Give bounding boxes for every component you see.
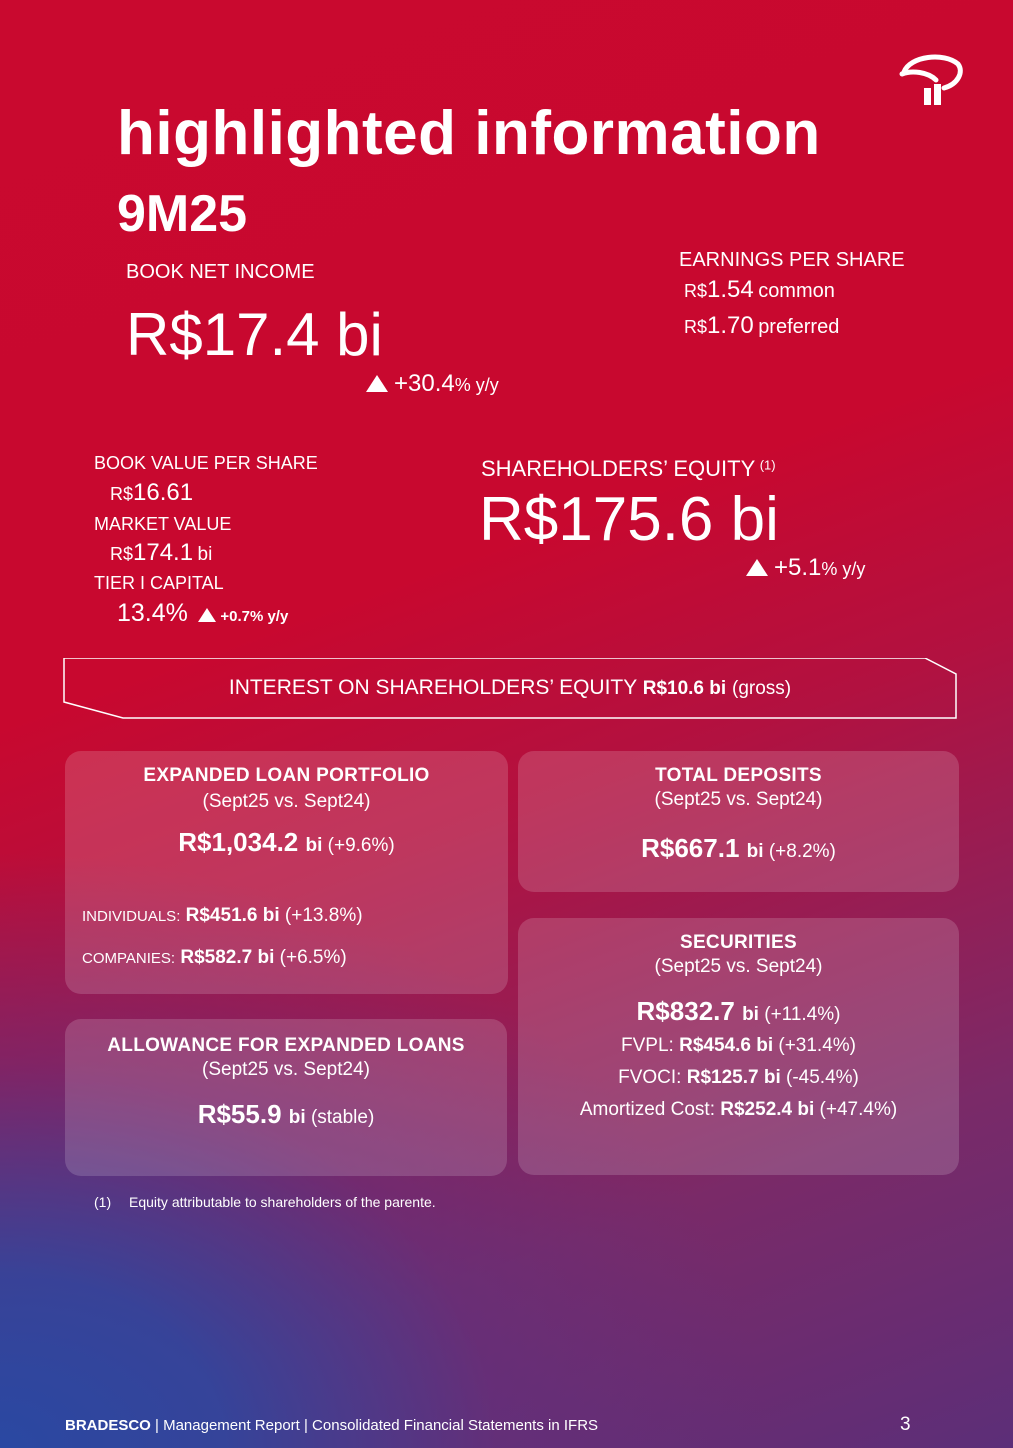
- market-value-value: R$174.1 bi: [110, 539, 213, 566]
- total-deposits-value: R$667.1 bi (+8.2%): [641, 833, 836, 863]
- book-value-label: BOOK VALUE PER SHARE: [94, 453, 318, 473]
- book-value-value: R$16.61: [110, 479, 194, 506]
- market-value-label: MARKET VALUE: [94, 514, 232, 534]
- securities-fvoci: FVOCI: R$125.7 bi (-45.4%): [618, 1067, 859, 1088]
- total-deposits-card: TOTAL DEPOSITS (Sept25 vs. Sept24) R$667.1 bi (+8.2%): [518, 751, 959, 892]
- footer: BRADESCO | Management Report | Consolidated Financial Statements in IFRS: [65, 1417, 599, 1434]
- interest-banner: INTEREST ON SHAREHOLDERS’ EQUITY R$10.6 bi (gross): [228, 676, 792, 699]
- tier1-label: TIER I CAPITAL: [94, 573, 224, 593]
- up-triangle-icon: [366, 375, 388, 392]
- securities-fvpl: FVPL: R$454.6 bi (+31.4%): [621, 1035, 856, 1056]
- page-number: 3: [900, 1414, 911, 1435]
- tier1-value: 13.4% +0.7% y/y: [117, 599, 289, 627]
- up-triangle-icon: [198, 608, 216, 622]
- up-triangle-icon: [746, 559, 768, 576]
- equity-label: SHAREHOLDERS’ EQUITY $^{(1)}$: [481, 456, 776, 481]
- loan-portfolio-value: R$1,034.2 bi (+9.6%): [178, 827, 395, 857]
- book-net-income-change: +30.4% y/y: [366, 370, 499, 399]
- securities-value: R$832.7 bi (+11.4%): [636, 996, 841, 1026]
- footnote: (1) Equity attributable to shareholders of the parente.: [94, 1194, 436, 1210]
- page-title: highlighted information: [117, 99, 821, 168]
- eps-preferred: R$1.70 preferred: [684, 312, 840, 339]
- loan-individuals: INDIVIDUALS: R$451.6 bi (+13.8%): [82, 905, 363, 926]
- securities-amortized-cost: Amortized Cost: R$252.4 bi (+47.4%): [579, 1099, 898, 1120]
- bradesco-logo-icon: [898, 50, 964, 108]
- securities-card: SECURITIES (Sept25 vs. Sept24) R$832.7 bi (+11.4%) FVPL: R$454.6 bi (+31.4%) FVOCI: R$125.7 bi (-45.4%) Amortized Cost: R$252.4 bi (+47.4%): [518, 918, 959, 1175]
- eps-common: R$1.54 common: [684, 276, 835, 303]
- equity-change: +5.1% y/y: [746, 554, 865, 583]
- period-label: 9M25: [117, 185, 248, 243]
- loan-portfolio-card: EXPANDED LOAN PORTFOLIO (Sept25 vs. Sept24) R$1,034.2 bi (+9.6%) INDIVIDUALS: R$451.6 bi (+13.8%) COMPANIES: R$582.7 bi (+6.5%): [65, 751, 508, 994]
- book-net-income-value: R$17.4 bi: [126, 301, 383, 368]
- allowance-value: R$55.9 bi (stable): [197, 1099, 375, 1129]
- allowance-card: ALLOWANCE FOR EXPANDED LOANS (Sept25 vs. Sept24) R$55.9 bi (stable): [65, 1019, 507, 1176]
- equity-value: R$175.6 bi: [479, 485, 779, 554]
- loan-companies: COMPANIES: R$582.7 bi (+6.5%): [82, 947, 347, 968]
- eps-label: EARNINGS PER SHARE: [679, 249, 905, 271]
- book-net-income-label: BOOK NET INCOME: [126, 261, 315, 283]
